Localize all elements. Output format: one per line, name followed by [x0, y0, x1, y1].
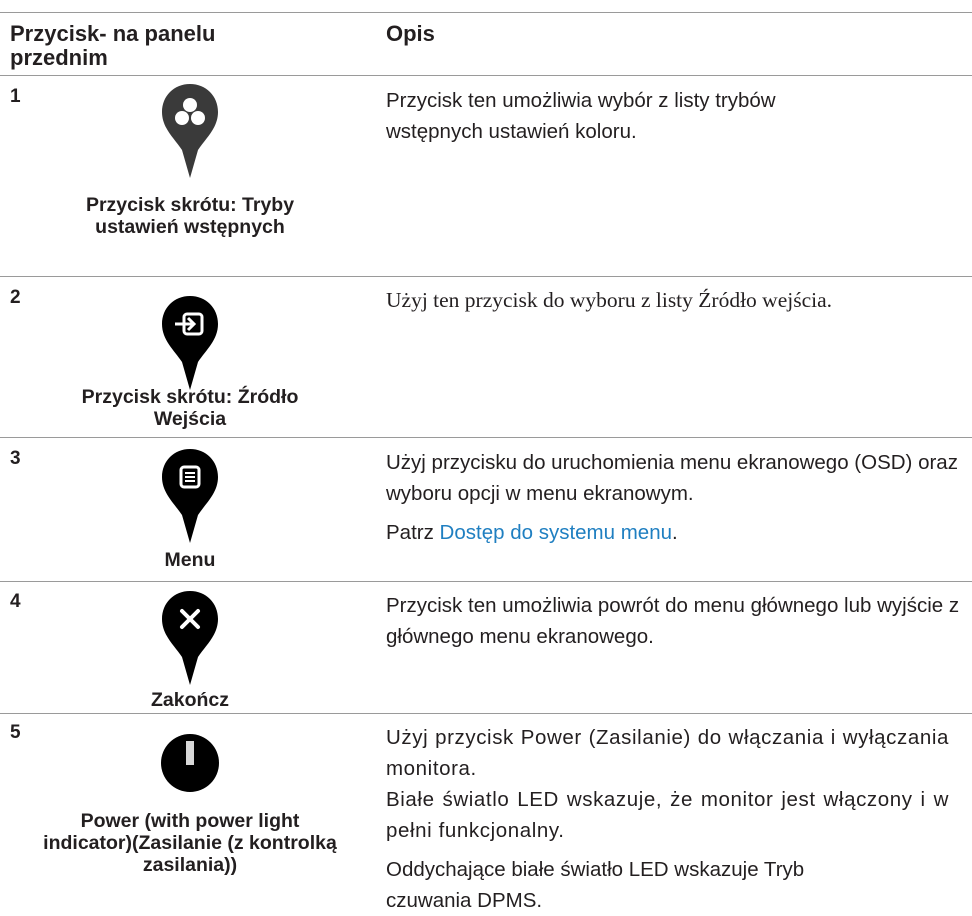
- see-also-line: [386, 517, 961, 548]
- button-caption: Zakończ: [150, 689, 230, 711]
- row-2-rule: [0, 437, 972, 438]
- row-number: 1: [10, 86, 21, 107]
- description-text: Użyj ten przycisk do wyboru z listy Źródło wejścia.: [386, 288, 833, 312]
- description-text: Przycisk ten umożliwia powrót do menu głównego lub wyjście z głównego menu ekranowego.: [386, 594, 960, 648]
- row-1-rule: [0, 276, 972, 277]
- row-3-rule: [0, 581, 972, 582]
- button-caption: Power (with power light indicator)(Zasilanie (z kontrolką zasilania)): [43, 810, 337, 876]
- header-description-column: Opis: [386, 21, 435, 46]
- header-button-column: Przycisk- na panelu przednim: [10, 21, 216, 70]
- button-caption: Przycisk skrótu: Źródło Wejścia: [81, 386, 299, 430]
- row-description: [386, 447, 961, 548]
- row-description: [386, 590, 966, 652]
- header-rule: [0, 75, 972, 76]
- button-caption: Przycisk skrótu: Tryby ustawień wstępnych: [85, 194, 295, 238]
- power-icon: [160, 733, 220, 793]
- description-text: Użyj przycisku do uruchomienia menu ekranowego (OSD) oraz wyboru opcji w menu ekranowym.: [386, 451, 958, 505]
- menu-icon: [160, 447, 220, 545]
- led-breathing-text: Oddychające białe światło LED wskazuje Tryb czuwania DPMS.: [386, 858, 805, 912]
- exit-icon: [160, 589, 220, 687]
- row-description: [386, 285, 956, 316]
- row-number: 3: [10, 448, 21, 469]
- button-caption: Menu: [164, 549, 216, 571]
- see-also-prefix: Patrz: [386, 521, 440, 544]
- led-on-text: Białe światlo LED wskazuje, że monitor jest włączony i w pełni funkcjonalny.: [386, 788, 949, 842]
- row-number: 4: [10, 591, 21, 612]
- see-also-suffix: .: [672, 521, 678, 544]
- row-description: [386, 722, 961, 916]
- color-preset-icon: [160, 82, 220, 180]
- row-description: [386, 85, 866, 147]
- input-source-icon: [160, 294, 220, 392]
- description-text: Użyj przycisk Power (Zasilanie) do włączania i wyłączania monitora.: [386, 726, 949, 780]
- row-number: 2: [10, 287, 21, 308]
- menu-system-link[interactable]: Dostęp do systemu menu: [439, 521, 672, 544]
- description-text: Przycisk ten umożliwia wybór z listy trybów wstępnych ustawień koloru.: [386, 89, 776, 143]
- row-4-rule: [0, 713, 972, 714]
- table-top-rule: [0, 12, 972, 13]
- row-number: 5: [10, 722, 21, 743]
